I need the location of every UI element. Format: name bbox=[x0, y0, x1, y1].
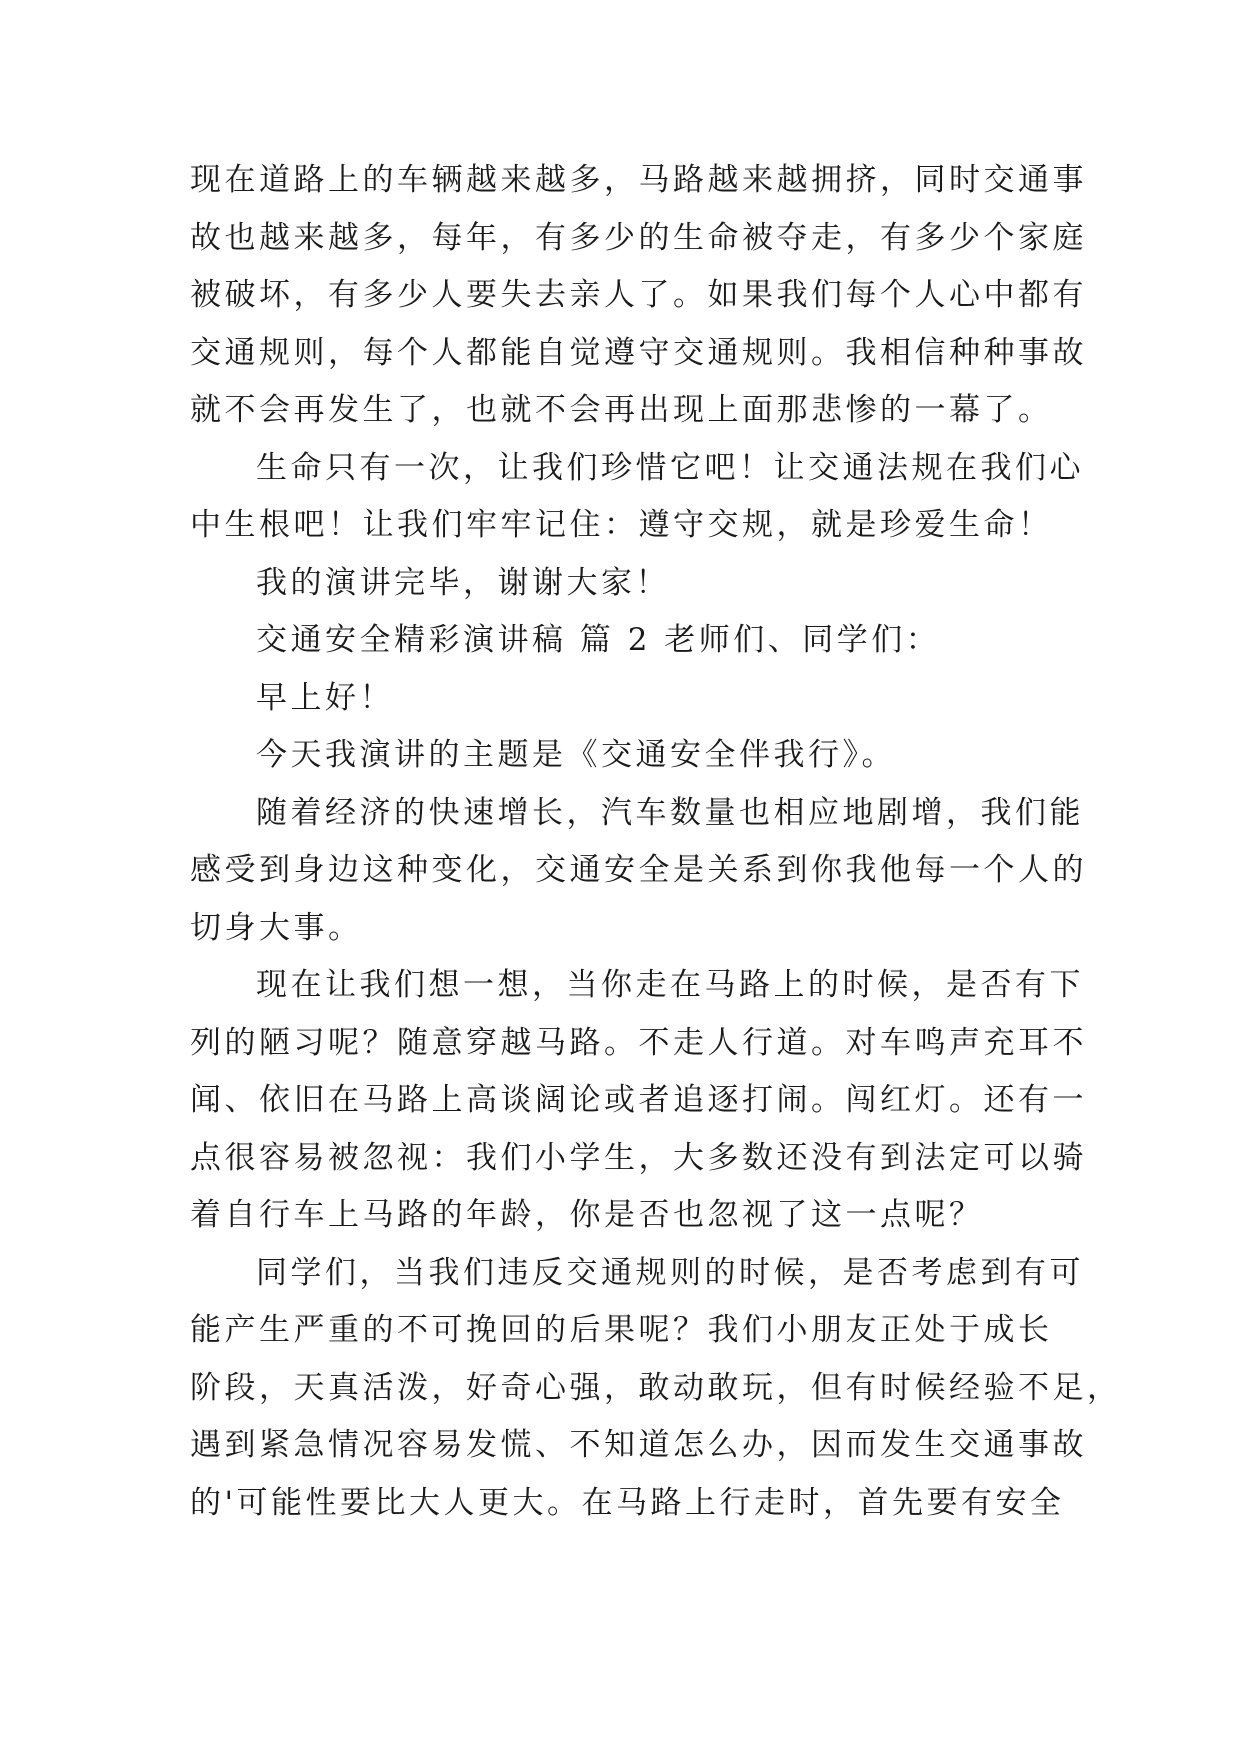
text-line: 能产生严重的不可挽回的后果呢？我们小朋友正处于成长 bbox=[190, 1312, 1053, 1348]
text-line: 阶段，天真活泼，好奇心强，敢动敢玩，但有时候经验不足， bbox=[190, 1369, 1122, 1406]
text-line: 现在道路上的车辆越来越多，马路越来越拥挤，同时交通事 bbox=[190, 162, 1087, 198]
text-line: 点很容易被忽视：我们小学生，大多数还没有到法定可以骑 bbox=[190, 1139, 1087, 1176]
text-line: 交通规则，每个人都能自觉遵守交通规则。我相信种种事故 bbox=[190, 334, 1087, 371]
text-line: 故也越来越多，每年，有多少的生命被夺走，有多少个家庭 bbox=[190, 219, 1087, 256]
text-line: 生命只有一次，让我们珍惜它吧！让交通法规在我们心 bbox=[256, 449, 1084, 486]
text-line: 遇到紧急情况容易发慌、不知道怎么办，因而发生交通事故 bbox=[190, 1427, 1087, 1463]
text-line: 同学们，当我们违反交通规则的时候，是否考虑到有可 bbox=[256, 1254, 1084, 1291]
text-line: 的'可能性要比大人更大。在马路上行走时，首先要有安全 bbox=[190, 1484, 1065, 1521]
text-line: 随着经济的快速增长，汽车数量也相应地剧增，我们能 bbox=[256, 794, 1084, 831]
text-line: 着自行车上马路的年龄，你是否也忽视了这一点呢？ bbox=[190, 1197, 984, 1233]
text-line: 列的陋习呢？随意穿越马路。不走人行道。对车鸣声充耳不 bbox=[190, 1024, 1087, 1061]
text-line: 就不会再发生了，也就不会再出现上面那悲惨的一幕了。 bbox=[190, 392, 1053, 428]
text-line: 被破坏，有多少人要失去亲人了。如果我们每个人心中都有 bbox=[190, 277, 1087, 313]
text-line: 早上好！ bbox=[256, 679, 394, 716]
text-line: 今天我演讲的主题是《交通安全伴我行》。 bbox=[256, 737, 896, 773]
text-line: 切身大事。 bbox=[190, 909, 363, 946]
text-line: 闻、依旧在马路上高谈阔论或者追逐打闹。闯红灯。还有一 bbox=[190, 1082, 1087, 1118]
text-line: 感受到身边这种变化，交通安全是关系到你我他每一个人的 bbox=[190, 852, 1087, 888]
document-body bbox=[190, 152, 1122, 1532]
text-line: 中生根吧！让我们牢牢记住：遵守交规，就是珍爱生命！ bbox=[190, 507, 1053, 543]
text-line: 交通安全精彩演讲稿 篇 2 老师们、同学们： bbox=[256, 622, 941, 658]
text-line: 我的演讲完毕，谢谢大家！ bbox=[256, 564, 670, 601]
text-line: 现在让我们想一想，当你走在马路上的时候，是否有下 bbox=[256, 967, 1084, 1003]
